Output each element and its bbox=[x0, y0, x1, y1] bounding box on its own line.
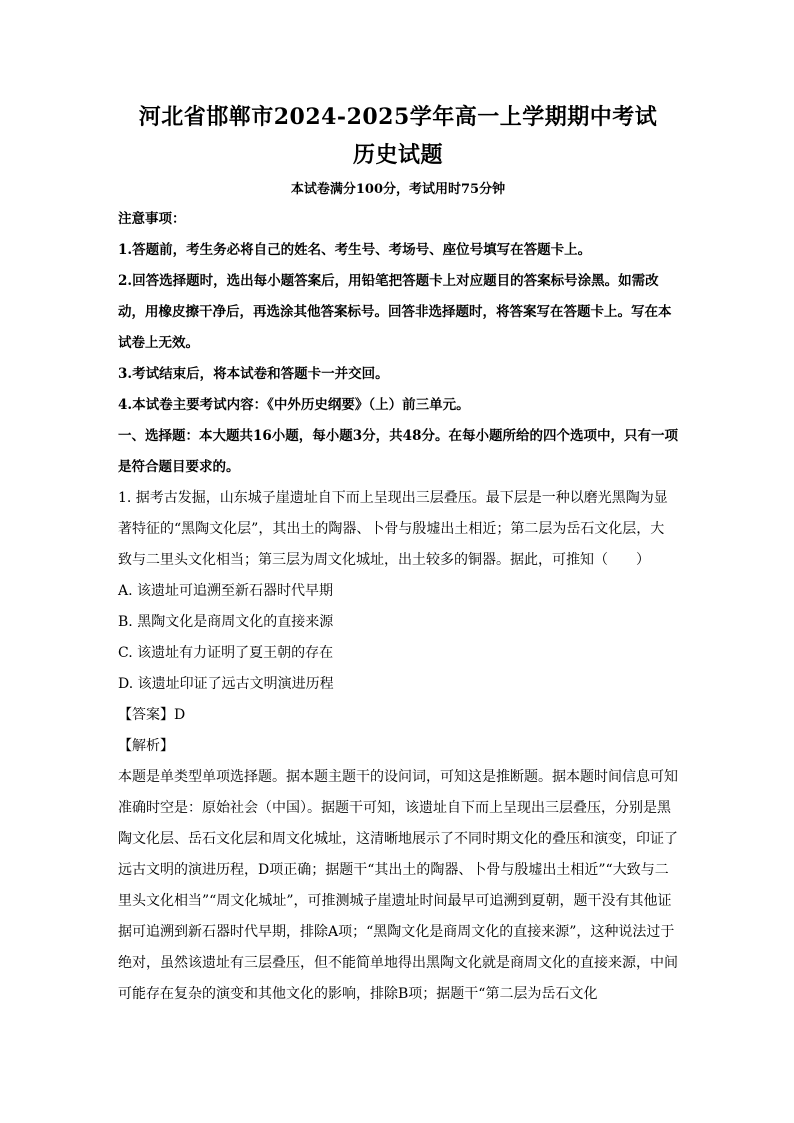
question-stem: 1. 据考古发掘，山东城子崖遗址自下而上呈现出三层叠压。最下层是一种以磨光黑陶为显著特征的“黑陶文化层”，其出土的陶器、卜骨与殷墟出土相近；第二层为岳石文化层，大致与二里头文化相当；第三层为周文化城址，出土较多的铜器。据此，可推知（ ） bbox=[118, 490, 668, 568]
answer-label: 【答案】D bbox=[118, 707, 186, 723]
subject-title: 历史试题 bbox=[352, 142, 443, 168]
document-page bbox=[118, 100, 678, 1010]
notice-heading: 注意事项： bbox=[118, 211, 186, 227]
document-title: 河北省邯郸市2024-2025学年高一上学期期中考试 bbox=[138, 104, 658, 130]
option-b: B. 黑陶文化是商周文化的直接来源 bbox=[118, 614, 334, 630]
option-a: A. 该遗址可追溯至新石器时代早期 bbox=[118, 583, 334, 599]
notice-item-3: 3.考试结束后，将本试卷和答题卡一并交回。 bbox=[118, 366, 389, 382]
analysis-label: 【解析】 bbox=[118, 738, 174, 754]
notice-item-2: 2.回答选择题时，选出每小题答案后，用铅笔把答题卡上对应题目的答案标号涂黑。如需改动，用橡皮擦干净后，再选涂其他答案标号。回答非选择题时，将答案写在答题卡上。写在本试卷上无效。 bbox=[118, 273, 672, 351]
notice-item-1: 1.答题前，考生务必将自己的姓名、考生号、考场号、座位号填写在答题卡上。 bbox=[118, 242, 592, 258]
analysis-text: 本题是单类型单项选择题。据本题主题干的设问词，可知这是推断题。据本题时间信息可知准确时空是：原始社会（中国）。据题干可知，该遗址自下而上呈现出三层叠压，分别是黑陶文化层、岳石文化层和周文化城址，这清晰地展示了不同时期文化的叠压和演变，印证了远古文明的演进历程，D项正确；据题干“其出土的陶器、卜骨与殷墟出土相近”“大致与二里头文化相当”“周文化城址”，可推测城子崖遗址时间最早可追溯到夏朝，题干没有其他证据可追溯到新石器时代早期，排除A项；“黑陶文化是商周文化的直接来源”，这种说法过于绝对，虽然该遗址有三层叠压，但不能简单地得出黑陶文化就是商周文化的直接来源，中间可能存在复杂的演变和其他文化的影响，排除B项；据题干“第二层为岳石文化 bbox=[118, 769, 678, 1002]
notice-item-4: 4.本试卷主要考试内容：《中外历史纲要》（上）前三单元。 bbox=[118, 397, 470, 413]
option-c: C. 该遗址有力证明了夏王朝的存在 bbox=[118, 645, 334, 661]
exam-info: 本试卷满分100分，考试用时75分钟 bbox=[290, 182, 506, 197]
option-d: D. 该遗址印证了远古文明演进历程 bbox=[118, 676, 334, 692]
section-heading: 一、选择题：本大题共16小题，每小题3分，共48分。在每小题所给的四个选项中，只有一项是符合题目要求的。 bbox=[118, 428, 678, 475]
